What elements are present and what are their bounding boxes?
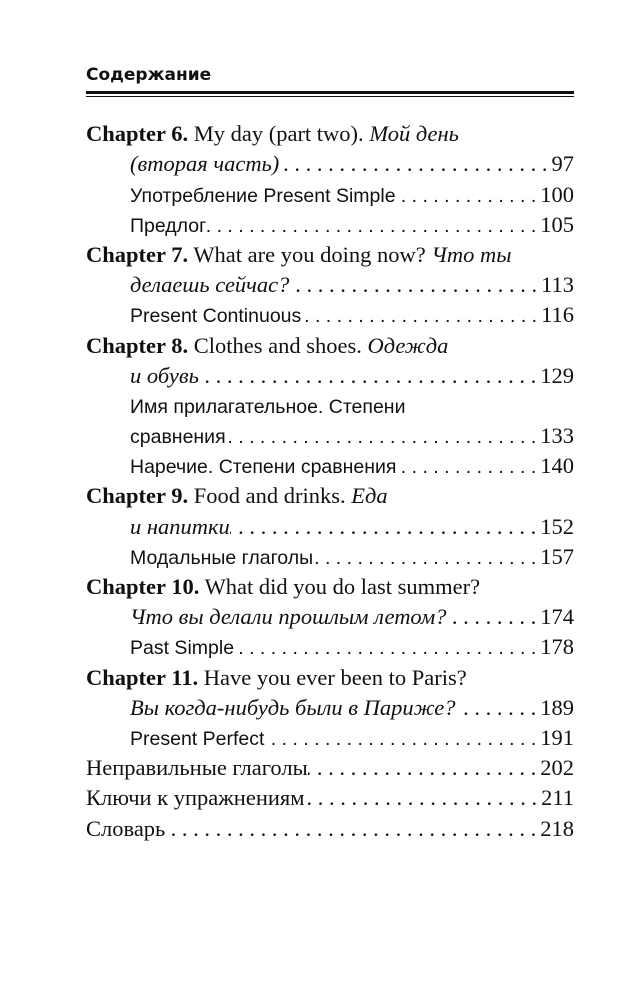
chapter-title-ru: Одежда	[367, 332, 449, 358]
toc-item-text: Модальные глаголы	[130, 546, 314, 569]
leader-dots	[396, 184, 541, 208]
toc-item-text: сравнения	[130, 426, 226, 449]
toc-chapter-8-entry[interactable]	[86, 359, 574, 389]
leader-dots	[226, 425, 541, 449]
page-number: 140	[540, 453, 574, 479]
page-number: 218	[540, 815, 574, 841]
page-number: 178	[540, 634, 574, 660]
chapter-title-ru: Еда	[351, 483, 388, 509]
leader-dots	[313, 546, 540, 570]
toc-item-text: Ключи к упражнениям	[86, 785, 305, 811]
toc-chapter-10-heading[interactable]	[86, 570, 574, 600]
page-number: 189	[540, 694, 574, 720]
toc-item-present-continuous[interactable]	[86, 298, 574, 328]
toc-item-text: Present Continuous	[130, 305, 302, 328]
leader-dots	[264, 727, 540, 751]
toc-item-text: Имя прилагательное. Степени	[130, 395, 406, 418]
toc-item-dictionary[interactable]	[86, 811, 574, 841]
chapter-title-ru: делаешь сейчас?	[130, 272, 290, 298]
page-number: 113	[541, 272, 574, 298]
page-number: 100	[540, 181, 574, 207]
toc-item-text: Present Perfect	[130, 727, 265, 750]
toc-item-past-simple[interactable]	[86, 630, 574, 660]
chapter-title-ru: и обувь	[130, 362, 199, 388]
chapter-title: My day (part two).	[193, 121, 364, 147]
chapter-label: Chapter 7.	[86, 241, 189, 267]
chapter-label: Chapter 11.	[86, 664, 199, 690]
toc-chapter-9-heading[interactable]	[86, 479, 574, 509]
toc-item-text: Past Simple	[130, 637, 235, 660]
leader-dots	[206, 214, 540, 238]
leader-dots	[301, 304, 541, 328]
toc-chapter-6-heading[interactable]	[86, 117, 574, 147]
toc-item-preposition[interactable]	[86, 208, 574, 238]
chapter-title: Food and drinks.	[193, 483, 346, 509]
toc-item-text: Предлог	[130, 214, 207, 237]
table-of-contents	[86, 117, 574, 842]
toc-chapter-6-entry[interactable]	[86, 147, 574, 177]
chapter-title-ru: Мой день	[369, 121, 459, 147]
toc-item-present-simple-usage[interactable]	[86, 177, 574, 207]
leader-dots	[305, 785, 542, 811]
toc-chapter-11-heading[interactable]	[86, 660, 574, 690]
leader-dots	[456, 695, 541, 721]
toc-item-text: Словарь	[86, 815, 166, 841]
page-number: 157	[540, 543, 574, 569]
toc-item-modal-verbs[interactable]	[86, 540, 574, 570]
chapter-title-ru: Вы когда-нибудь были в Париже?	[130, 694, 456, 720]
page-number: 133	[540, 423, 574, 449]
toc-chapter-7-heading[interactable]	[86, 238, 574, 268]
leader-dots	[165, 816, 540, 842]
page-header	[86, 64, 574, 86]
chapter-title-ru: и напитки	[130, 513, 230, 539]
chapter-label: Chapter 8.	[86, 332, 189, 358]
toc-chapter-10-entry[interactable]	[86, 600, 574, 630]
page-number: 105	[540, 211, 574, 237]
leader-dots	[446, 604, 540, 630]
chapter-label: Chapter 9.	[86, 483, 189, 509]
toc-chapter-7-entry[interactable]	[86, 268, 574, 298]
leader-dots	[396, 455, 540, 479]
chapter-title: What are you doing now?	[193, 241, 426, 267]
toc-item-adjective[interactable]	[86, 389, 574, 419]
chapter-title-ru: Что ты	[431, 241, 512, 267]
toc-item-answer-keys[interactable]	[86, 781, 574, 811]
page-number: 129	[540, 362, 574, 388]
chapter-title-ru: (вторая часть)	[130, 151, 280, 177]
toc-item-adjective-cont[interactable]	[86, 419, 574, 449]
leader-dots	[279, 151, 551, 177]
chapter-title: What did you do last summer?	[204, 574, 481, 599]
header-rule-thin	[86, 96, 574, 97]
leader-dots	[230, 514, 540, 540]
page-number: 116	[541, 302, 574, 328]
toc-item-text: Употребление Present Simple	[130, 184, 396, 207]
toc-chapter-11-entry[interactable]	[86, 691, 574, 721]
chapter-title: Have you ever been to Paris?	[203, 664, 467, 690]
page-number: 191	[540, 724, 574, 750]
page-number: 174	[540, 604, 574, 630]
chapter-title: Clothes and shoes.	[193, 332, 362, 358]
toc-chapter-9-entry[interactable]	[86, 509, 574, 539]
chapter-label: Chapter 10.	[86, 574, 200, 599]
leader-dots	[308, 755, 541, 781]
chapter-label: Chapter 6.	[86, 121, 189, 147]
page-number: 152	[540, 513, 574, 539]
toc-chapter-8-heading[interactable]	[86, 328, 574, 358]
page-number: 211	[541, 785, 574, 811]
toc-item-text: Наречие. Степени сравнения	[130, 456, 397, 479]
toc-item-adverb[interactable]	[86, 449, 574, 479]
leader-dots	[289, 272, 541, 298]
toc-item-irregular-verbs[interactable]	[86, 751, 574, 781]
chapter-title-ru: Что вы делали прошлым летом?	[130, 604, 447, 630]
leader-dots	[234, 636, 540, 660]
header-rule-thick	[86, 91, 574, 94]
page-title: Содержание	[86, 65, 212, 85]
page-number: 202	[540, 755, 574, 781]
toc-item-text: Неправильные глаголы	[86, 755, 308, 781]
leader-dots	[199, 363, 540, 389]
toc-item-present-perfect[interactable]	[86, 721, 574, 751]
page-number: 97	[551, 151, 574, 177]
